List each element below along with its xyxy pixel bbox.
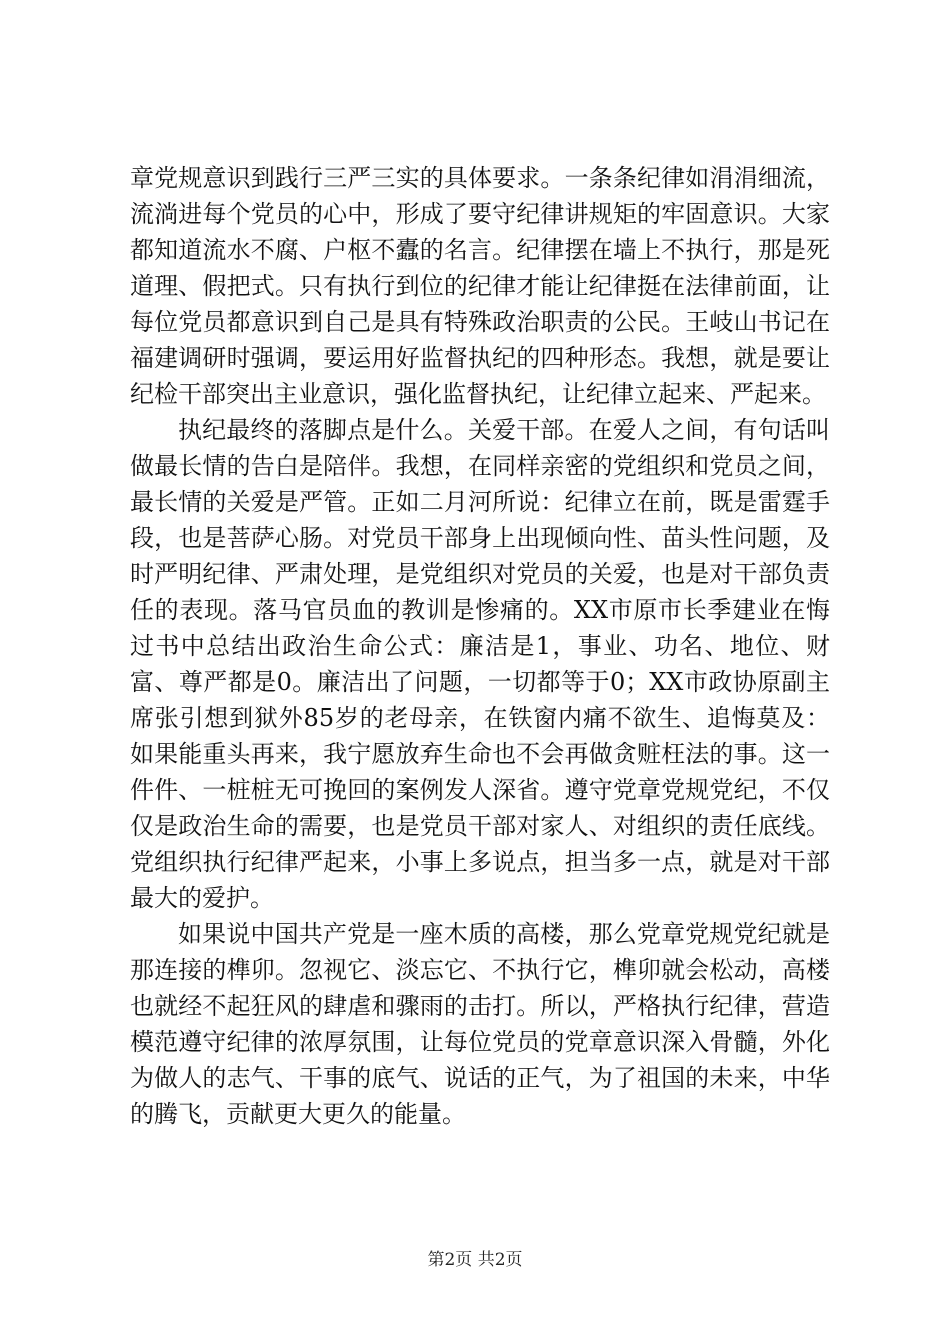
paragraph-conclusion: 如果说中国共产党是一座木质的高楼，那么党章党规党纪就是那连接的榫卯。忽视它、淡忘它、不执行它，榫卯就会松动，高楼也就经不起狂风的肆虐和骤雨的击打。所以，严格执行纪律，营造模范遵守纪律的浓厚氛围，让每位党员的党章意识深入骨髓，外化为做人的志气、干事的底气、说话的正气，为了祖国的未来，中华的腾飞，贡献更大更久的能量。	[130, 920, 830, 1128]
document-body	[130, 160, 830, 1132]
paragraph-continued: 章党规意识到践行三严三实的具体要求。一条条纪律如涓涓细流，流淌进每个党员的心中，形成了要守纪律讲规矩的牢固意识。大家都知道流水不腐、户枢不蠹的名言。纪律摆在墙上不执行，那是死道理、假把式。只有执行到位的纪律才能让纪律挺在法律前面，让每位党员都意识到自己是具有特殊政治职责的公民。王岐山书记在福建调研时强调，要运用好监督执纪的四种形态。我想，就是要让纪检干部突出主业意识，强化监督执纪，让纪律立起来、严起来。	[130, 164, 830, 408]
paragraph-discipline-care: 执纪最终的落脚点是什么。关爱干部。在爱人之间，有句话叫做最长情的告白是陪伴。我想，在同样亲密的党组织和党员之间，最长情的关爱是严管。正如二月河所说：纪律立在前，既是雷霆手段，也是菩萨心肠。对党员干部身上出现倾向性、苗头性问题，及时严明纪律、严肃处理，是党组织对党员的关爱，也是对干部负责任的表现。落马官员血的教训是惨痛的。XX市原市长季建业在悔过书中总结出政治生命公式：廉洁是1，事业、功名、地位、财富、尊严都是0。廉洁出了问题，一切都等于0；XX市政协原副主席张引想到狱外85岁的老母亲，在铁窗内痛不欲生、追悔莫及：如果能重头再来，我宁愿放弃生命也不会再做贪赃枉法的事。这一件件、一桩桩无可挽回的案例发人深省。遵守党章党规党纪，不仅仅是政治生命的需要，也是党员干部对家人、对组织的责任底线。党组织执行纪律严起来，小事上多说点，担当多一点，就是对干部最大的爱护。	[130, 416, 830, 912]
page-footer: 第2页 共2页	[427, 1250, 523, 1270]
